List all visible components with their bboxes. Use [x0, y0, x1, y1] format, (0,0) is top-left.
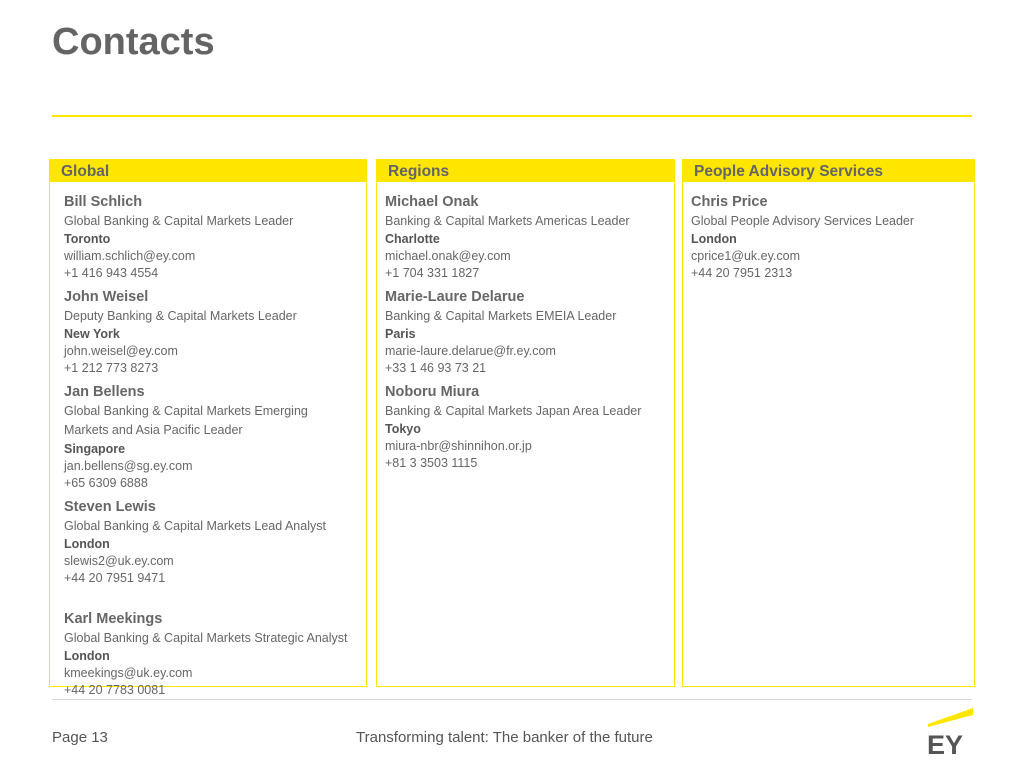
footer-title: Transforming talent: The banker of the future	[356, 729, 653, 746]
contact-role: Banking & Capital Markets Americas Leader	[385, 214, 630, 228]
regions-column	[376, 159, 675, 687]
footer-divider	[52, 699, 972, 700]
column-header-global: Global	[50, 160, 366, 182]
contact-card	[64, 192, 353, 282]
contact-card	[385, 192, 661, 282]
contact-email[interactable]: kmeekings@uk.ey.com	[64, 666, 193, 680]
contact-city: London	[64, 649, 110, 663]
contact-card	[64, 609, 353, 699]
contact-city: Paris	[385, 327, 416, 341]
contact-name: Chris Price	[691, 194, 768, 210]
contact-city: London	[691, 232, 737, 246]
contact-card	[64, 287, 353, 377]
column-header-people-advisory: People Advisory Services	[683, 160, 974, 182]
page-title: Contacts	[52, 21, 215, 63]
contact-phone: +44 20 7951 9471	[64, 571, 166, 585]
contact-phone: +1 212 773 8273	[64, 361, 159, 375]
ey-logo-text: EY	[927, 730, 964, 756]
contact-role: Global Banking & Capital Markets Lead Analyst	[64, 519, 326, 533]
contact-card	[64, 497, 353, 587]
contact-card	[385, 382, 661, 472]
contact-name: Steven Lewis	[64, 499, 156, 515]
contact-phone: +33 1 46 93 73 21	[385, 361, 487, 375]
contact-email[interactable]: john.weisel@ey.com	[64, 344, 178, 358]
contact-email[interactable]: miura-nbr@shinnihon.or.jp	[385, 439, 532, 453]
column-header-regions: Regions	[377, 160, 674, 182]
contact-role: Global Banking & Capital Markets Leader	[64, 214, 294, 228]
contact-phone: +44 20 7783 0081	[64, 683, 166, 697]
contact-city: Charlotte	[385, 232, 440, 246]
contact-role: Global Banking & Capital Markets Emerging Markets and Asia Pacific Leader	[64, 404, 308, 437]
contact-card	[64, 382, 353, 492]
contact-email[interactable]: marie-laure.delarue@fr.ey.com	[385, 344, 556, 358]
contact-email[interactable]: cprice1@uk.ey.com	[691, 249, 801, 263]
contact-email[interactable]: michael.onak@ey.com	[385, 249, 511, 263]
contact-email[interactable]: jan.bellens@sg.ey.com	[64, 459, 193, 473]
global-column	[49, 159, 367, 697]
contact-name: Jan Bellens	[64, 384, 145, 400]
contact-city: Tokyo	[385, 422, 421, 436]
contact-name: Marie-Laure Delarue	[385, 289, 525, 305]
contact-role: Banking & Capital Markets Japan Area Leader	[385, 404, 642, 418]
contact-role: Global Banking & Capital Markets Strategic Analyst	[64, 631, 348, 645]
contact-phone: +65 6309 6888	[64, 476, 148, 490]
contact-name: Michael Onak	[385, 194, 479, 210]
contact-card	[385, 287, 661, 377]
ey-logo-beam	[928, 708, 973, 727]
contact-city: London	[64, 537, 110, 551]
page-number: Page 13	[52, 729, 108, 746]
contact-city: Singapore	[64, 442, 126, 456]
contact-name: Karl Meekings	[64, 611, 163, 627]
contact-card	[691, 192, 961, 282]
contact-name: John Weisel	[64, 289, 149, 305]
contact-city: Toronto	[64, 232, 111, 246]
people-advisory-column	[682, 159, 975, 687]
spacer	[64, 592, 353, 609]
contact-city: New York	[64, 327, 120, 341]
contact-role: Global People Advisory Services Leader	[691, 214, 915, 228]
contact-email[interactable]: slewis2@uk.ey.com	[64, 554, 174, 568]
contact-phone: +81 3 3503 1115	[385, 456, 478, 470]
contact-phone: +44 20 7951 2313	[691, 266, 793, 280]
contact-phone: +1 416 943 4554	[64, 266, 159, 280]
contact-name: Noboru Miura	[385, 384, 480, 400]
ey-logo-icon	[926, 706, 974, 756]
contact-phone: +1 704 331 1827	[385, 266, 480, 280]
contact-role: Banking & Capital Markets EMEIA Leader	[385, 309, 617, 323]
contact-email[interactable]: william.schlich@ey.com	[64, 249, 196, 263]
contact-name: Bill Schlich	[64, 194, 143, 210]
contact-role: Deputy Banking & Capital Markets Leader	[64, 309, 297, 323]
title-divider	[52, 115, 972, 117]
